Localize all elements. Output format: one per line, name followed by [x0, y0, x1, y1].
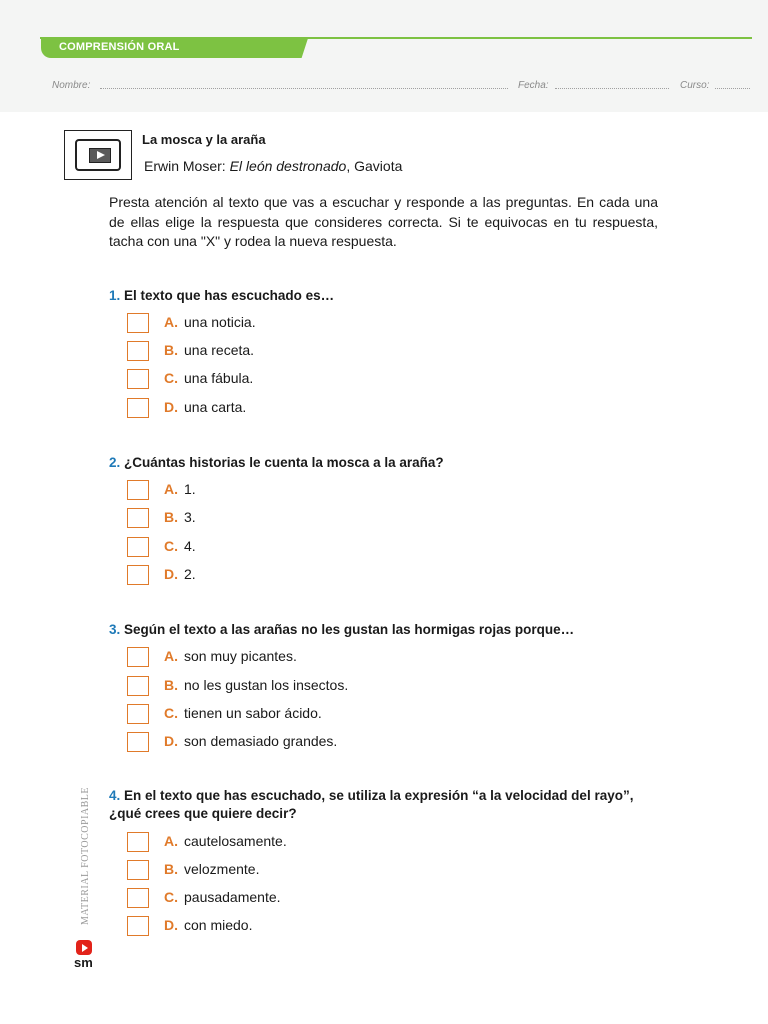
question-1 — [109, 287, 669, 305]
option-letter: A. — [164, 648, 178, 664]
option-letter: C. — [164, 538, 178, 554]
option-text: pausadamente. — [184, 889, 281, 905]
option-text: tienen un sabor ácido. — [184, 705, 322, 721]
instructions: Presta atención al texto que vas a escuchar y responde a las preguntas. En cada una de ellas elige la respuesta que consideres correcta. Si te equivocas en tu respuesta, tacha con una "X" y rodea la nueva respuesta. — [109, 194, 658, 249]
option-letter: C. — [164, 370, 178, 386]
sm-play-logo-icon — [76, 940, 92, 955]
option-letter: C. — [164, 889, 178, 905]
answer-checkbox[interactable] — [127, 832, 149, 852]
answer-checkbox[interactable] — [127, 341, 149, 361]
activity-source — [144, 158, 402, 174]
option-letter: D. — [164, 399, 178, 415]
answer-checkbox[interactable] — [127, 398, 149, 418]
question-number: 1. — [109, 288, 121, 303]
answer-checkbox[interactable] — [127, 537, 149, 557]
option-text: velozmente. — [184, 861, 260, 877]
activity-title: La mosca y la araña — [142, 132, 266, 147]
publisher-logo: sm — [74, 955, 93, 970]
course-field[interactable] — [715, 88, 750, 89]
answer-checkbox[interactable] — [127, 565, 149, 585]
option-letter: A. — [164, 314, 178, 330]
option-text: no les gustan los insectos. — [184, 677, 349, 693]
question-text: En el texto que has escuchado, se utiliza la expresión “a la velocidad del rayo”, ¿qué crees que quiere decir? — [109, 788, 634, 821]
answer-checkbox[interactable] — [127, 647, 149, 667]
name-label: Nombre: — [52, 80, 91, 91]
section-tab-label: COMPRENSIÓN ORAL — [59, 41, 180, 53]
answer-checkbox[interactable] — [127, 704, 149, 724]
answer-checkbox[interactable] — [127, 676, 149, 696]
answer-checkbox[interactable] — [127, 916, 149, 936]
option-text: 1. — [184, 481, 196, 497]
name-field[interactable] — [100, 88, 508, 89]
video-screen-icon — [75, 139, 121, 171]
question-text: El texto que has escuchado es… — [124, 288, 335, 303]
option-text: con miedo. — [184, 917, 253, 933]
answer-checkbox[interactable] — [127, 860, 149, 880]
question-number: 4. — [109, 788, 121, 803]
answer-checkbox[interactable] — [127, 480, 149, 500]
option-letter: A. — [164, 833, 178, 849]
option-text: son muy picantes. — [184, 648, 297, 664]
question-number: 2. — [109, 455, 121, 470]
date-field[interactable] — [555, 88, 669, 89]
answer-checkbox[interactable] — [127, 732, 149, 752]
answer-checkbox[interactable] — [127, 888, 149, 908]
source-publisher: , Gaviota — [346, 158, 403, 174]
option-letter: D. — [164, 917, 178, 933]
option-letter: B. — [164, 509, 178, 525]
option-text: 3. — [184, 509, 196, 525]
option-letter: D. — [164, 733, 178, 749]
option-letter: B. — [164, 342, 178, 358]
option-text: una fábula. — [184, 370, 254, 386]
video-play-icon[interactable] — [64, 130, 132, 180]
option-letter: B. — [164, 677, 178, 693]
option-text: son demasiado grandes. — [184, 733, 338, 749]
option-text: cautelosamente. — [184, 833, 287, 849]
answer-checkbox[interactable] — [127, 508, 149, 528]
question-text: Según el texto a las arañas no les gustan las hormigas rojas porque… — [124, 622, 575, 637]
answer-checkbox[interactable] — [127, 313, 149, 333]
option-text: una receta. — [184, 342, 255, 358]
question-number: 3. — [109, 622, 121, 637]
course-label: Curso: — [680, 80, 710, 91]
source-book: El león destronado — [229, 158, 347, 174]
option-letter: B. — [164, 861, 178, 877]
question-4 — [109, 787, 649, 823]
question-3 — [109, 621, 669, 639]
question-text: ¿Cuántas historias le cuenta la mosca a la araña? — [124, 455, 444, 470]
option-text: 4. — [184, 538, 196, 554]
option-text: una carta. — [184, 399, 247, 415]
question-2 — [109, 454, 669, 472]
option-letter: D. — [164, 566, 178, 582]
option-letter: C. — [164, 705, 178, 721]
photocopy-note: MATERIAL FOTOCOPIABLE — [80, 786, 91, 925]
answer-checkbox[interactable] — [127, 369, 149, 389]
option-text: 2. — [184, 566, 196, 582]
option-text: una noticia. — [184, 314, 256, 330]
play-icon — [89, 148, 111, 163]
date-label: Fecha: — [518, 80, 549, 91]
source-author: Erwin Moser: — [144, 158, 230, 174]
option-letter: A. — [164, 481, 178, 497]
